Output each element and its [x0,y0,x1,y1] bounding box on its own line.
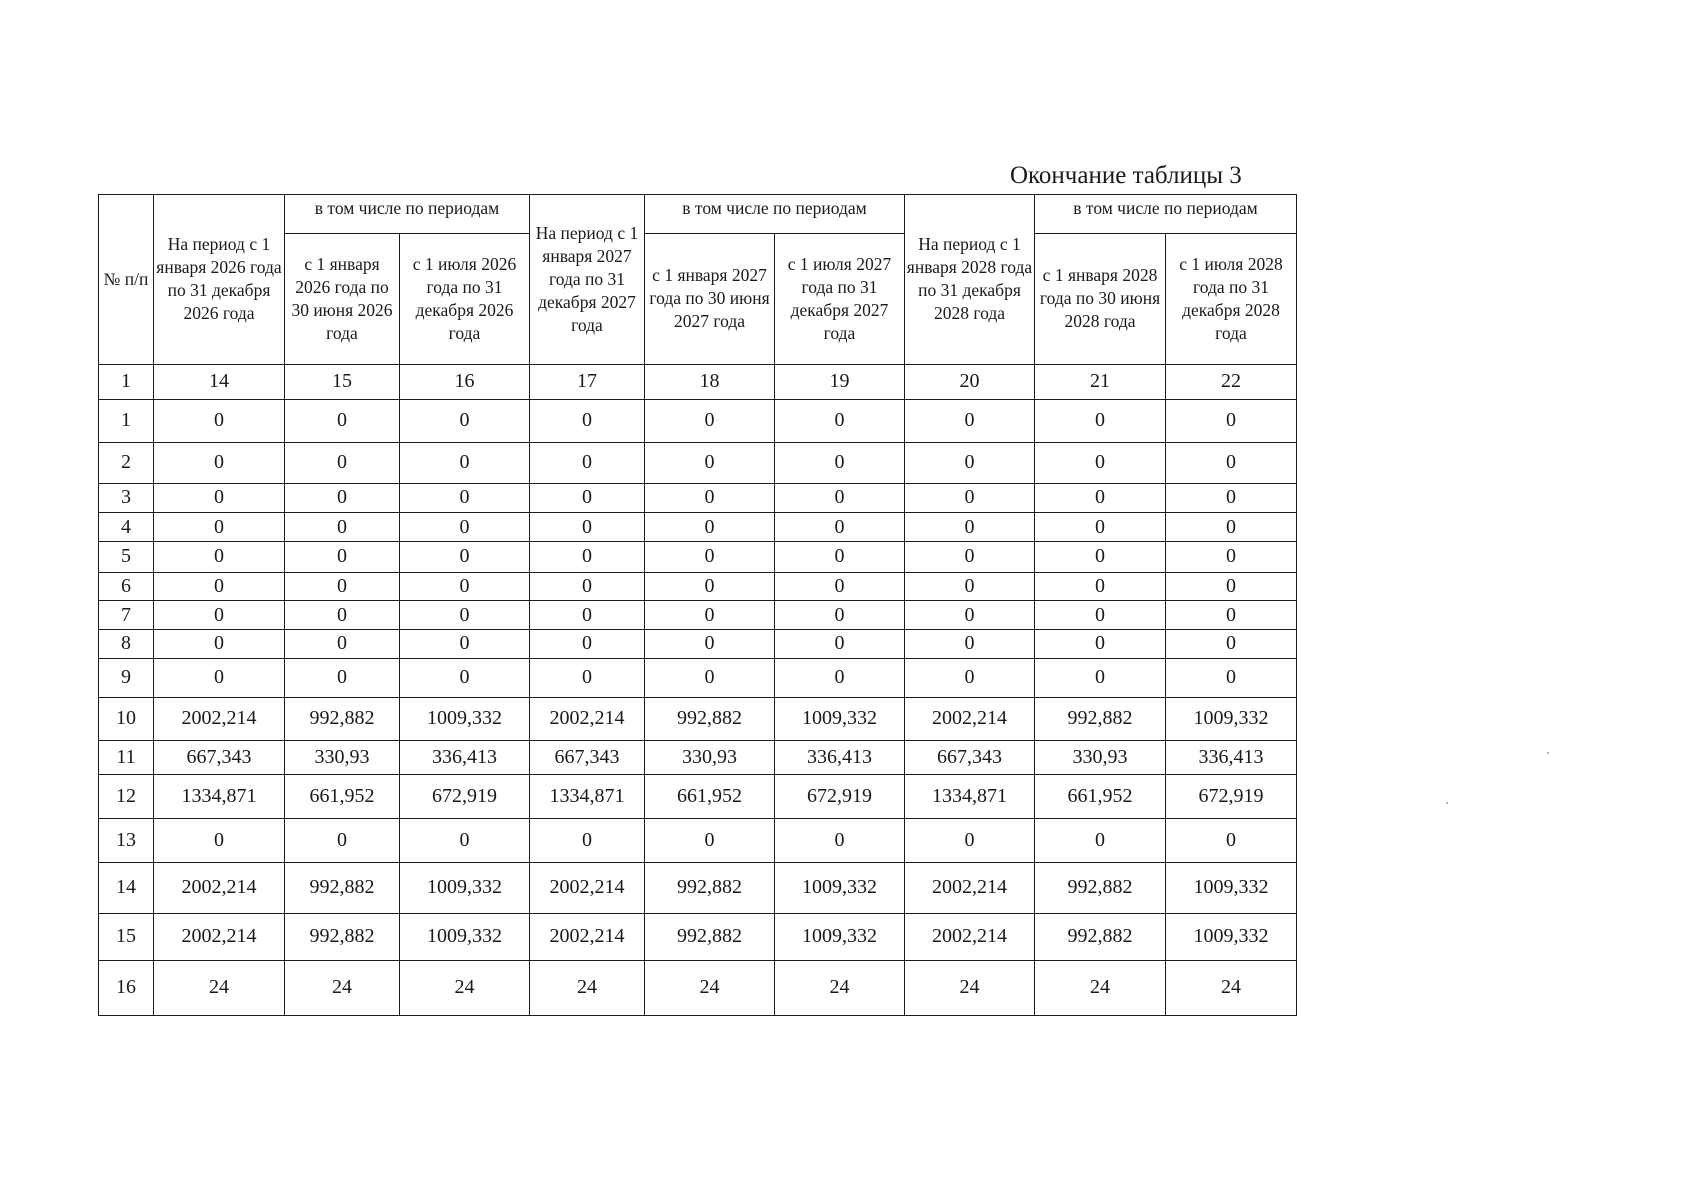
value-cell: 0 [645,819,775,863]
header-group-2027: в том числе по периодам [645,195,905,234]
value-cell: 2002,214 [905,913,1035,960]
scan-speck [1446,802,1448,804]
value-cell: 24 [400,960,530,1015]
column-numbers-row [99,364,1297,399]
value-cell: 0 [530,572,645,601]
table-row [99,658,1297,697]
table-row [99,740,1297,775]
table-row [99,399,1297,442]
row-number-cell: 10 [99,697,154,740]
header-h1-2027: с 1 января 2027 года по 30 июня 2027 года [645,233,775,364]
row-number-cell: 9 [99,658,154,697]
value-cell: 0 [400,629,530,658]
value-cell: 0 [905,399,1035,442]
value-cell: 0 [400,819,530,863]
value-cell: 0 [1035,819,1166,863]
table-row [99,819,1297,863]
value-cell: 0 [154,541,285,572]
header-period-2027: На период с 1 января 2027 года по 31 декабря 2027 года [530,195,645,365]
column-number-cell: 1 [99,364,154,399]
value-cell: 667,343 [530,740,645,775]
value-cell: 2002,214 [905,863,1035,913]
table-caption: Окончание таблицы 3 [1010,162,1242,189]
value-cell: 661,952 [645,775,775,819]
value-cell: 330,93 [645,740,775,775]
value-cell: 0 [905,819,1035,863]
row-number-cell: 16 [99,960,154,1015]
value-cell: 0 [1035,541,1166,572]
column-number-cell: 19 [775,364,905,399]
value-cell: 0 [530,629,645,658]
value-cell: 0 [645,629,775,658]
value-cell: 0 [530,483,645,513]
table-row [99,913,1297,960]
table-row [99,863,1297,913]
value-cell: 0 [775,819,905,863]
value-cell: 0 [1166,572,1297,601]
row-number-cell: 4 [99,513,154,542]
value-cell: 672,919 [400,775,530,819]
value-cell: 24 [775,960,905,1015]
value-cell: 0 [285,629,400,658]
value-cell: 0 [775,442,905,483]
value-cell: 0 [775,601,905,630]
value-cell: 1334,871 [905,775,1035,819]
value-cell: 0 [285,541,400,572]
value-cell: 0 [285,399,400,442]
value-cell: 330,93 [285,740,400,775]
value-cell: 0 [645,442,775,483]
value-cell: 0 [400,399,530,442]
row-number-cell: 15 [99,913,154,960]
value-cell: 992,882 [285,913,400,960]
row-number-cell: 14 [99,863,154,913]
value-cell: 0 [154,658,285,697]
value-cell: 0 [1035,572,1166,601]
value-cell: 992,882 [285,863,400,913]
value-cell: 2002,214 [530,697,645,740]
value-cell: 24 [530,960,645,1015]
value-cell: 0 [905,601,1035,630]
tariff-table [98,194,1297,1016]
header-h2-2026: с 1 июля 2026 года по 31 декабря 2026 года [400,233,530,364]
value-cell: 0 [1035,513,1166,542]
value-cell: 0 [645,483,775,513]
value-cell: 0 [905,629,1035,658]
column-number-cell: 15 [285,364,400,399]
value-cell: 0 [1166,442,1297,483]
value-cell: 1009,332 [775,863,905,913]
value-cell: 0 [530,442,645,483]
value-cell: 667,343 [154,740,285,775]
value-cell: 0 [154,819,285,863]
table-row [99,541,1297,572]
value-cell: 0 [645,572,775,601]
header-h2-2027: с 1 июля 2027 года по 31 декабря 2027 года [775,233,905,364]
column-number-cell: 14 [154,364,285,399]
value-cell: 2002,214 [905,697,1035,740]
value-cell: 2002,214 [530,913,645,960]
value-cell: 1009,332 [775,697,905,740]
value-cell: 0 [1166,541,1297,572]
value-cell: 1009,332 [400,913,530,960]
value-cell: 1009,332 [1166,863,1297,913]
value-cell: 24 [645,960,775,1015]
value-cell: 0 [285,572,400,601]
value-cell: 0 [775,629,905,658]
value-cell: 2002,214 [530,863,645,913]
table-row [99,775,1297,819]
row-number-cell: 1 [99,399,154,442]
table-row [99,629,1297,658]
value-cell: 672,919 [1166,775,1297,819]
value-cell: 0 [1166,601,1297,630]
value-cell: 0 [1166,513,1297,542]
value-cell: 0 [775,541,905,572]
value-cell: 0 [400,541,530,572]
value-cell: 0 [1166,819,1297,863]
table-row [99,697,1297,740]
header-period-2028: На период с 1 января 2028 года по 31 декабря 2028 года [905,195,1035,365]
value-cell: 0 [1035,442,1166,483]
value-cell: 0 [905,483,1035,513]
header-group-2028: в том числе по периодам [1035,195,1297,234]
table-row [99,601,1297,630]
value-cell: 0 [285,513,400,542]
value-cell: 336,413 [1166,740,1297,775]
value-cell: 0 [154,629,285,658]
row-number-cell: 12 [99,775,154,819]
row-number-cell: 2 [99,442,154,483]
value-cell: 330,93 [1035,740,1166,775]
value-cell: 0 [530,513,645,542]
row-number-cell: 13 [99,819,154,863]
header-h2-2028: с 1 июля 2028 года по 31 декабря 2028 года [1166,233,1297,364]
header-h1-2026: с 1 января 2026 года по 30 июня 2026 года [285,233,400,364]
value-cell: 992,882 [285,697,400,740]
table-row [99,960,1297,1015]
value-cell: 0 [530,658,645,697]
table-row [99,483,1297,513]
value-cell: 1009,332 [775,913,905,960]
value-cell: 0 [775,658,905,697]
value-cell: 0 [1035,629,1166,658]
value-cell: 0 [530,541,645,572]
value-cell: 0 [400,572,530,601]
table-row [99,572,1297,601]
column-number-cell: 16 [400,364,530,399]
column-number-cell: 17 [530,364,645,399]
value-cell: 0 [775,513,905,542]
value-cell: 0 [400,483,530,513]
value-cell: 992,882 [1035,697,1166,740]
value-cell: 661,952 [285,775,400,819]
value-cell: 336,413 [775,740,905,775]
value-cell: 24 [285,960,400,1015]
value-cell: 0 [775,399,905,442]
value-cell: 0 [400,601,530,630]
value-cell: 992,882 [645,913,775,960]
value-cell: 0 [645,541,775,572]
row-number-cell: 11 [99,740,154,775]
value-cell: 0 [530,819,645,863]
value-cell: 0 [400,513,530,542]
value-cell: 0 [285,483,400,513]
value-cell: 0 [285,601,400,630]
value-cell: 0 [1035,601,1166,630]
value-cell: 0 [1166,399,1297,442]
value-cell: 992,882 [1035,913,1166,960]
value-cell: 0 [775,483,905,513]
row-number-cell: 5 [99,541,154,572]
value-cell: 1334,871 [530,775,645,819]
value-cell: 0 [154,483,285,513]
value-cell: 2002,214 [154,863,285,913]
table-row [99,442,1297,483]
value-cell: 1009,332 [1166,913,1297,960]
value-cell: 0 [645,513,775,542]
value-cell: 336,413 [400,740,530,775]
value-cell: 0 [905,541,1035,572]
column-number-cell: 20 [905,364,1035,399]
value-cell: 0 [400,442,530,483]
value-cell: 1009,332 [400,863,530,913]
value-cell: 0 [905,513,1035,542]
value-cell: 2002,214 [154,913,285,960]
value-cell: 992,882 [645,863,775,913]
value-cell: 1009,332 [1166,697,1297,740]
header-group-2026: в том числе по периодам [285,195,530,234]
value-cell: 667,343 [905,740,1035,775]
value-cell: 0 [645,601,775,630]
value-cell: 1334,871 [154,775,285,819]
row-number-cell: 7 [99,601,154,630]
value-cell: 661,952 [1035,775,1166,819]
value-cell: 24 [1166,960,1297,1015]
value-cell: 0 [905,442,1035,483]
value-cell: 24 [1035,960,1166,1015]
value-cell: 0 [905,658,1035,697]
value-cell: 0 [1166,629,1297,658]
value-cell: 1009,332 [400,697,530,740]
header-period-2026: На период с 1 января 2026 года по 31 декабря 2026 года [154,195,285,365]
value-cell: 0 [530,601,645,630]
value-cell: 0 [645,399,775,442]
value-cell: 0 [1035,399,1166,442]
value-cell: 0 [400,658,530,697]
value-cell: 0 [905,572,1035,601]
column-number-cell: 18 [645,364,775,399]
value-cell: 2002,214 [154,697,285,740]
column-number-cell: 22 [1166,364,1297,399]
value-cell: 0 [285,658,400,697]
value-cell: 0 [154,513,285,542]
column-number-cell: 21 [1035,364,1166,399]
value-cell: 0 [1166,658,1297,697]
value-cell: 24 [905,960,1035,1015]
value-cell: 0 [154,572,285,601]
value-cell: 0 [1166,483,1297,513]
value-cell: 0 [285,819,400,863]
value-cell: 0 [530,399,645,442]
value-cell: 24 [154,960,285,1015]
value-cell: 0 [1035,483,1166,513]
header-num: № п/п [99,195,154,365]
value-cell: 0 [775,572,905,601]
value-cell: 0 [1035,658,1166,697]
row-number-cell: 6 [99,572,154,601]
scan-speck [1547,752,1549,754]
value-cell: 0 [154,601,285,630]
row-number-cell: 3 [99,483,154,513]
value-cell: 992,882 [1035,863,1166,913]
value-cell: 992,882 [645,697,775,740]
header-row-top [99,195,1297,234]
header-h1-2028: с 1 января 2028 года по 30 июня 2028 года [1035,233,1166,364]
table-row [99,513,1297,542]
value-cell: 0 [154,399,285,442]
value-cell: 0 [285,442,400,483]
value-cell: 672,919 [775,775,905,819]
value-cell: 0 [154,442,285,483]
value-cell: 0 [645,658,775,697]
row-number-cell: 8 [99,629,154,658]
